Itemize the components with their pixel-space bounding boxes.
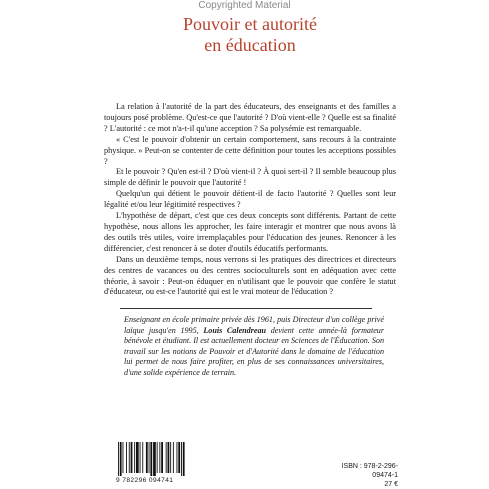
author-name: Louis Calendreau <box>203 325 267 335</box>
barcode-bar <box>142 442 143 473</box>
barcode-bar <box>118 442 119 476</box>
barcode-digits: 9 782296 094741 <box>116 477 174 484</box>
barcode-bar <box>131 442 133 473</box>
barcode-bar <box>157 442 158 473</box>
barcode-bar <box>166 442 167 473</box>
barcode-bar <box>136 442 139 473</box>
price: 27 € <box>384 481 398 488</box>
summary-paragraph-3: Et le pouvoir ? Qu'en est-il ? D'où vient-il ? À quoi sert-il ? Il semble beaucoup plus simple de définir le pouvoir que l'autorité ! <box>104 167 396 188</box>
title-line-1: Pouvoir et autorité <box>183 14 317 34</box>
barcode-bar <box>149 442 150 473</box>
summary-paragraph-2: « C'est le pouvoir d'obtenir un certain comportement, sans recours à la contrainte physique. » Peut-on se contenter de cette définition pour toutes les acceptions possibles ? <box>104 134 396 166</box>
author-bio-text <box>124 315 384 379</box>
barcode-bar <box>140 442 141 473</box>
copyright-watermark: Copyrighted Material <box>198 0 291 11</box>
bio-text-after: devient cette année-là formateur bénévole et étudiant. Il est actuellement docteur en Sciences de l'Éducation. Son travail sur les notions de Pouvoir et d'Autorité dans le domaine de l'éducation lui permet de nous faire profiter, en plus de ses connaissances universitaires, d'une solide expérience de terrain. <box>124 325 385 377</box>
summary-paragraph-6: Dans un deuxième temps, nous verrons si les pratiques des directrices et directeurs des centres de vacances ou des centres socioculturels sont en adéquation avec cette théorie, à savoir : Peut-on éduquer en n'utilisant que le pouvoir que confère le statut d'éducateur, ou est-ce l'autorité qui est le vrai moteur de l'éducation ? <box>104 254 396 297</box>
barcode-bar <box>123 442 124 473</box>
barcode-bar <box>181 442 182 476</box>
barcode-bar <box>161 442 163 473</box>
barcode-bar <box>177 442 178 473</box>
barcode <box>116 442 216 488</box>
barcode-bar <box>120 442 122 476</box>
summary-paragraph-5: L'hypothèse de départ, c'est que ces deux concepts sont différents. Partant de cette hypothèse, nous allons les approcher, les faire interagir et montrer que nous avons là des outils très utiles, voire irremplaçables pour l'éducation des jeunes. Renoncer à les différencier, c'est renoncer à se doter d'outils éducatifs performants. <box>104 211 396 253</box>
book-title <box>100 14 400 56</box>
back-cover <box>100 12 400 488</box>
summary-text <box>104 102 396 298</box>
barcode-bars <box>116 442 208 476</box>
separator-rule <box>120 308 372 309</box>
barcode-bar <box>178 442 180 473</box>
barcode-bar <box>150 442 152 476</box>
bio-text-before: Enseignant en école primaire privée dès 1961, puis Directeur d'un collège privé laïque jusqu'en 1995, <box>124 315 384 335</box>
isbn-number: ISBN : 978-2-296-09474-1 <box>341 463 398 479</box>
barcode-bar <box>173 442 174 473</box>
barcode-bar <box>126 442 127 473</box>
barcode-bar <box>153 442 156 476</box>
barcode-bar <box>146 442 148 473</box>
barcode-bar <box>159 442 160 473</box>
barcode-bar <box>168 442 170 473</box>
barcode-bar <box>170 442 171 473</box>
barcode-bar <box>129 442 130 473</box>
author-bio <box>124 315 384 379</box>
summary-paragraph-4: Quelqu'un qui détient le pouvoir détient-il de facto l'autorité ? Quelles sont leur légalité et/ou leur légitimité respectives ? <box>104 189 396 210</box>
barcode-bar <box>183 442 185 476</box>
barcode-bar <box>134 442 135 473</box>
title-line-2: en éducation <box>204 35 296 55</box>
summary-paragraph-1: La relation à l'autorité de la part des éducateurs, des enseignants et des familles a toujours posé problème. Qu'est-ce que l'autorité ? D'où vient-elle ? Quelle est sa finalité ? L'autorité : ce mot n'a-t-il qu'une acception ? Sa polysémie est remarquable. <box>104 102 396 133</box>
isbn-block <box>326 462 398 489</box>
